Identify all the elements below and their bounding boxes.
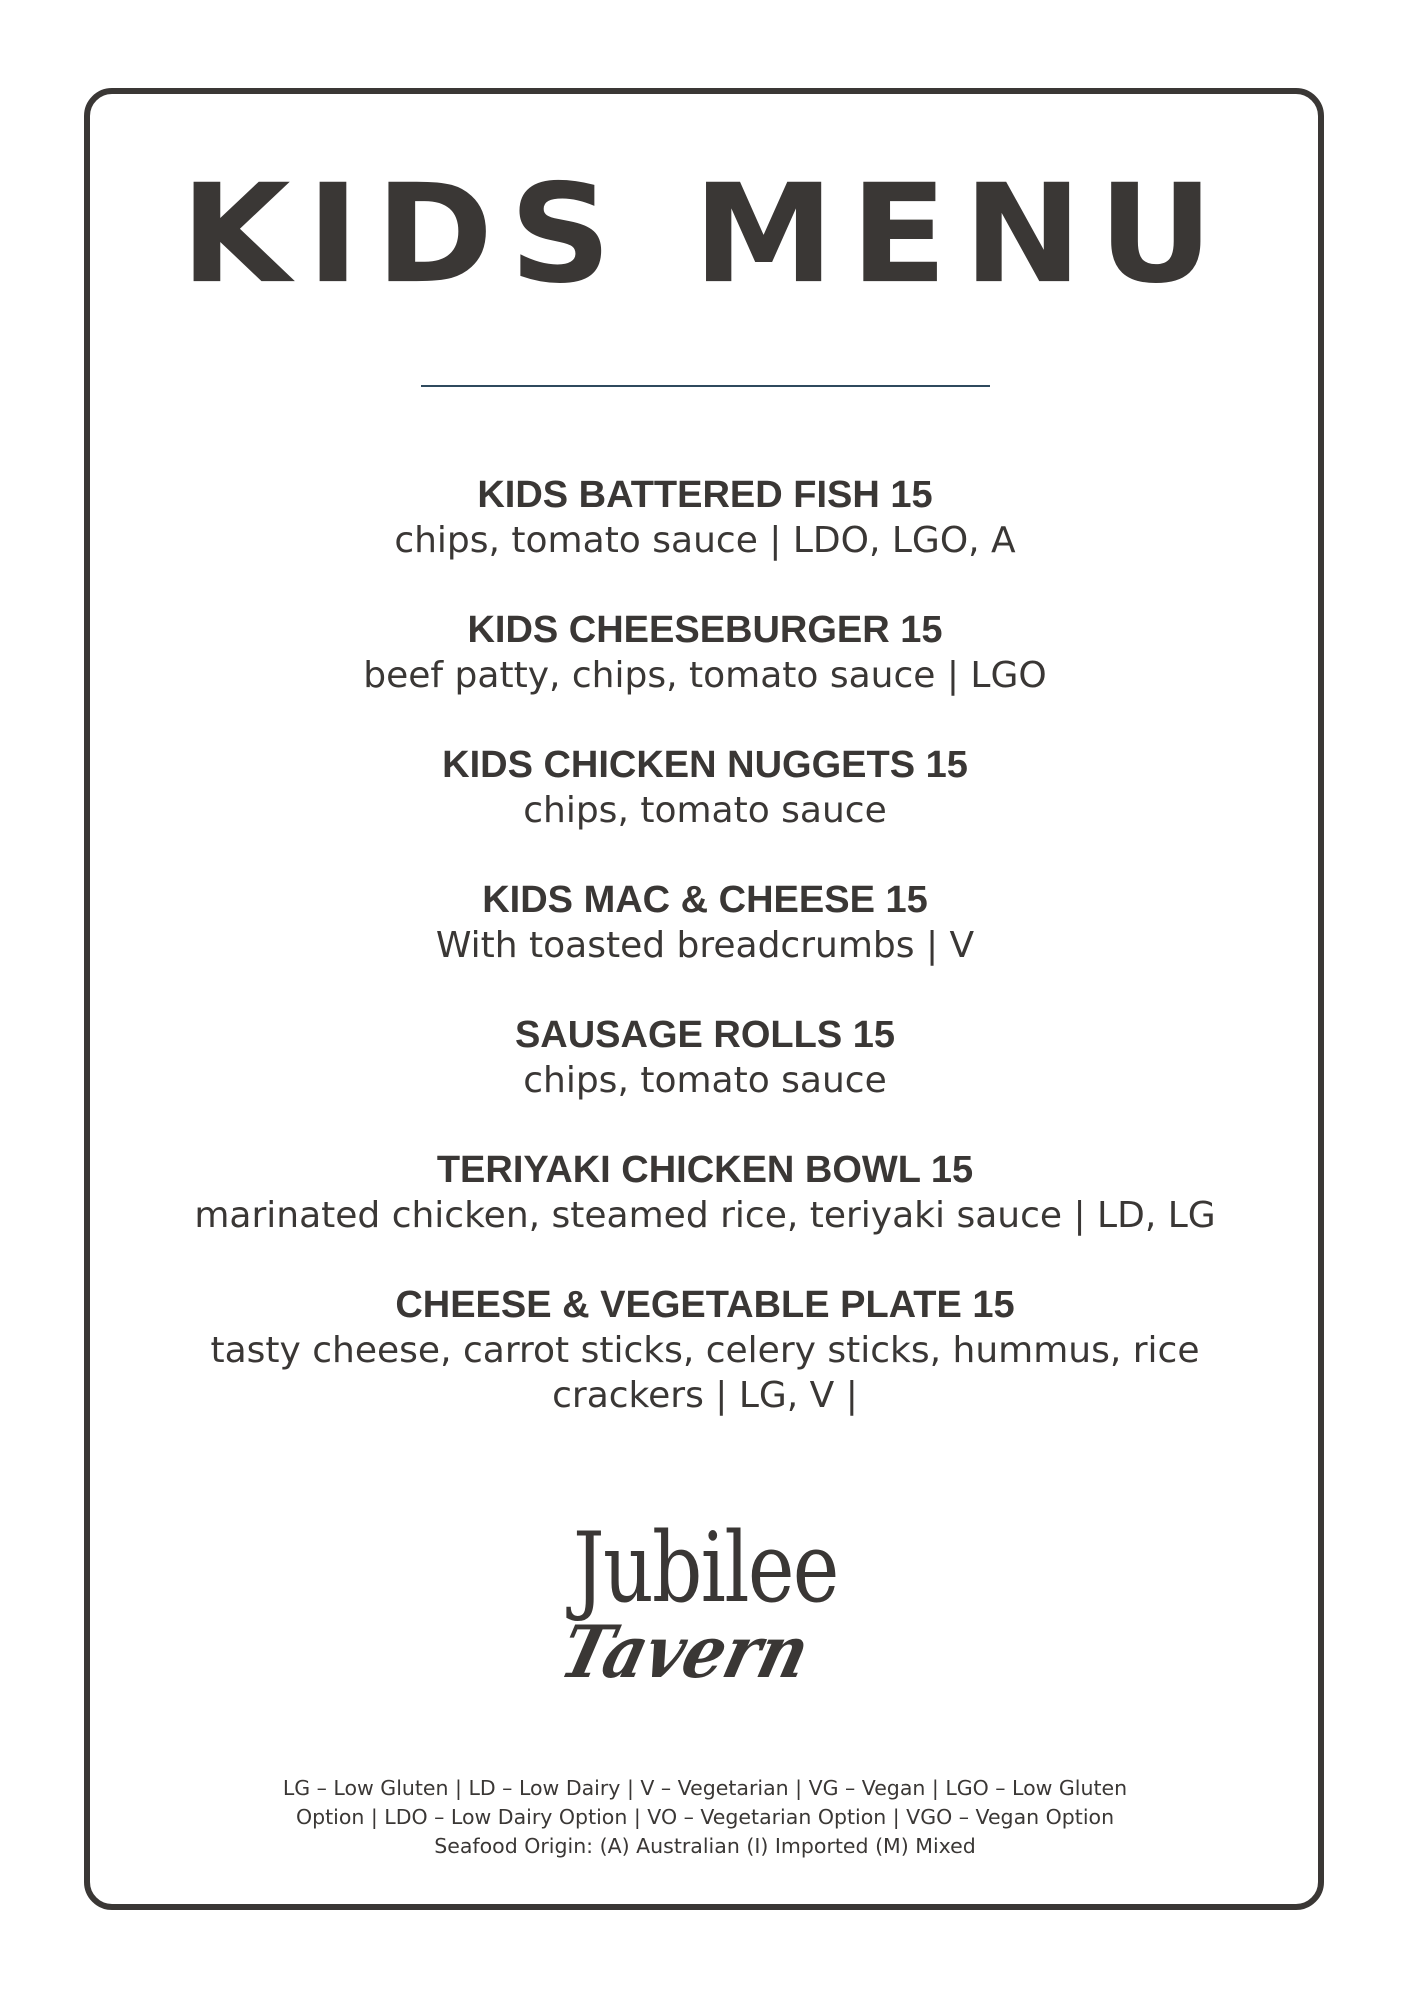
menu-item-name: SAUSAGE ROLLS 15 [514, 1014, 896, 1056]
menu-item-description: With toasted breadcrumbs | V [435, 925, 975, 966]
dietary-legend [190, 1774, 1220, 1861]
jubilee-tavern-logo [0, 1512, 1410, 1694]
menu-list [150, 472, 1260, 1462]
menu-item-name: TERIYAKI CHICKEN BOWL 15 [436, 1149, 974, 1191]
page-title: KIDS MENU [180, 155, 1230, 314]
title-divider [421, 385, 990, 387]
logo-wordmark-jubilee: Jubilee [572, 1512, 838, 1624]
menu-item-description: beef patty, chips, tomato sauce | LGO [363, 655, 1047, 696]
menu-item [150, 472, 1260, 563]
menu-item [150, 877, 1260, 968]
menu-item-description: marinated chicken, steamed rice, teriyaki sauce | LD, LG [194, 1195, 1216, 1236]
legend-line: Seafood Origin: (A) Australian (I) Imported (M) Mixed [434, 1834, 976, 1858]
menu-item-name: KIDS CHEESEBURGER 15 [467, 609, 943, 651]
menu-item [150, 1012, 1260, 1103]
menu-item-description: chips, tomato sauce [523, 1060, 887, 1101]
menu-item-description: chips, tomato sauce [523, 790, 887, 831]
menu-item-name: KIDS MAC & CHEESE 15 [482, 879, 928, 921]
menu-item-name: CHEESE & VEGETABLE PLATE 15 [395, 1284, 1015, 1326]
menu-item [150, 742, 1260, 833]
legend-line: Option | LDO – Low Dairy Option | VO – Vegetarian Option | VGO – Vegan Option [295, 1805, 1115, 1829]
menu-item [150, 1147, 1260, 1238]
menu-item-name: KIDS CHICKEN NUGGETS 15 [442, 744, 968, 786]
menu-item-description: chips, tomato sauce | LDO, LGO, A [394, 520, 1016, 561]
menu-item [150, 607, 1260, 698]
menu-item-name: KIDS BATTERED FISH 15 [477, 474, 933, 516]
legend-line: LG – Low Gluten | LD – Low Dairy | V – Vegetarian | VG – Vegan | LGO – Low Gluten [282, 1776, 1128, 1800]
logo-wordmark-tavern: Tavern [552, 1609, 818, 1694]
menu-item-description: tasty cheese, carrot sticks, celery sticks, hummus, rice crackers | LG, V | [210, 1330, 1200, 1416]
menu-item [150, 1282, 1260, 1418]
